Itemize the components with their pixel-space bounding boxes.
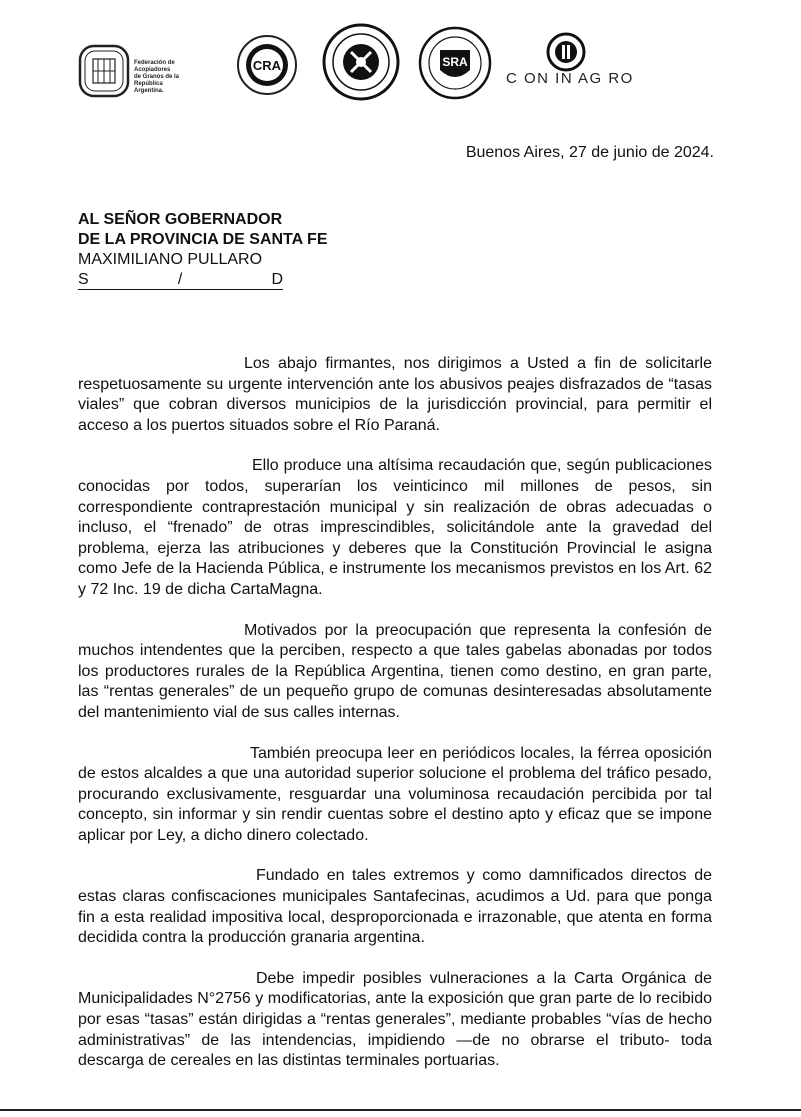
coninagro-logo-icon <box>546 32 586 72</box>
sd-d: D <box>271 271 283 288</box>
page-bottom-edge <box>0 1109 801 1111</box>
coninagro-wordmark: C ON IN AG RO <box>506 70 634 87</box>
addressee-block <box>78 210 328 290</box>
sd-s: S <box>78 271 89 288</box>
federacion-text-line-1: Federación de Acopiadores <box>134 60 175 73</box>
cra-logo <box>236 32 298 98</box>
cra-seal-icon <box>236 32 298 98</box>
federacion-acopiadores-text <box>134 60 204 95</box>
federacion-acopiadores-logo <box>78 44 180 98</box>
addressee-line-3: MAXIMILIANO PULLARO <box>78 251 263 268</box>
sra-label: SRA <box>442 55 468 69</box>
federacion-text-line-2: de Granos de la República <box>134 74 180 87</box>
sra-seal-icon <box>418 24 492 102</box>
paragraph-2: Ello produce una altísima recaudación que, según publicaciones conocidas por todos, superarían los veinticinco mil millones de pesos, sin correspondiente contraprestación municipal y sin realización de obras adecuadas o incluso, el “frenado” de otras imprescindibles, solicitándole ante la gravedad del problema, ejerza las atribuciones y deberes que la Constitución Provincial le asigna como Jefe de la Hacienda Pública, e instrumente los mecanismos previstos en los Art. 62 y 72 Inc. 19 de dicha CartaMagna. <box>78 457 712 598</box>
letter-body <box>78 354 712 1092</box>
federacion-text-line-3: Argentina. <box>134 88 164 94</box>
cra-label: CRA <box>252 58 282 73</box>
sd-slash: / <box>177 271 183 288</box>
paragraph-4: También preocupa leer en periódicos locales, la férrea oposición de estos alcaldes a que una autoridad superior solucione el problema del tráfico pesado, procurando exclusivamente, resguardar una voluminosa recaudación percibida por tal concepto, sin informar y sin rendir cuentas sobre el destino apto y eficaz que se impone aplicar por Ley, a dicho dinero colectado. <box>78 744 712 844</box>
addressee-line-2: DE LA PROVINCIA DE SANTA FE <box>78 231 328 248</box>
federacion-agraria-seal-icon <box>322 22 400 102</box>
paragraph-5: Fundado en tales extremos y como damnificados directos de estas claras confiscaciones municipales Santafecinas, acudimos a Ud. para que ponga fin a esta realidad impositiva local, desproporcionada e irrazonable, que atenta en forma decidida contra la producción granaria argentina. <box>78 867 712 947</box>
letterhead-logos <box>78 22 718 112</box>
paragraph-6: Debe impedir posibles vulneraciones a la Carta Orgánica de Municipalidades N°2756 y modificatorias, ante la exposición que gran parte de lo recibido por esas “tasas” están dirigidas a “rentas generales”, mediante probables “vías de hecho administrativas” de las intendencias, impidiendo —de no obrarse el tributo- toda descarga de cereales en las distintas terminales portuarias. <box>78 969 712 1070</box>
paragraph-1: Los abajo firmantes, nos dirigimos a Usted a fin de solicitarle respetuosamente su urgente intervención ante los abusivos peajes disfrazados de “tasas viales” que cobran diversos municipios de la jurisdicción provincial, para permitir el acceso a los puertos situados sobre el Río Paraná. <box>78 355 712 434</box>
document-date: Buenos Aires, 27 de junio de 2024. <box>465 144 714 161</box>
federacion-agraria-logo <box>322 22 400 102</box>
sra-logo <box>418 24 492 102</box>
paragraph-3: Motivados por la preocupación que representa la confesión de muchos intendentes que la perciben, respecto a que tales gabelas abonadas por todos los productores rurales de la República Argentina, tienen como destino, en gran parte, las “rentas generales” de un pequeño grupo de comunas desinteresadas absolutamente del mantenimiento vial de sus calles internas. <box>78 621 712 721</box>
addressee-line-1: AL SEÑOR GOBERNADOR <box>78 211 283 228</box>
sd-salutation <box>78 270 283 290</box>
federacion-acopiadores-seal-icon <box>78 44 130 98</box>
